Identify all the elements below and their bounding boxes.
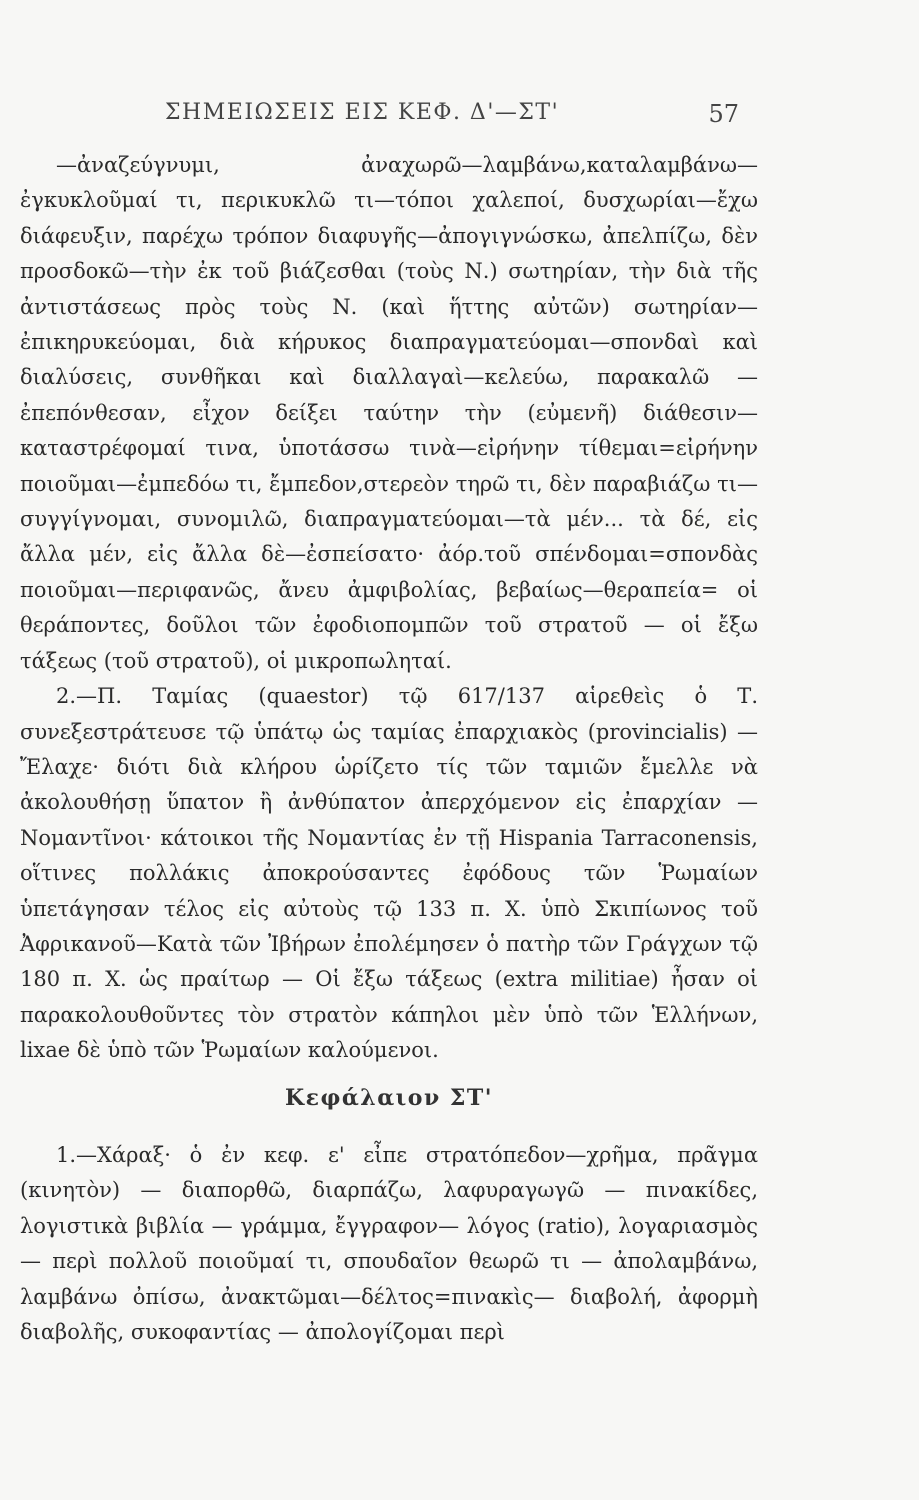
paragraph-chapter-6: 1.—Χάραξ· ὁ ἐν κεφ. ε' εἶπε στρατόπεδον—χρῆμα, πρᾶγμα (κινητὸν) — διαπορθῶ, διαρπάζω, λαφυραγωγῶ — πινακίδες, λογιστικὰ βιβλία — γράμμα, ἔγγραφον— λόγος (ratio), λογαριασμὸς — περὶ πολλοῦ ποιοῦμαί τι, σπουδαῖον θεωρῶ τι — ἀπολαμβάνω, λαμβάνω ὀπίσω, ἀνακτῶμαι—δέλτος=πινακὶς— διαβολή, ἀφορμὴ διαβολῆς, συκοφαντίας — ἀπολογίζομαι περὶ: [20, 1142, 758, 1344]
paragraph-2: 2.—Π. Ταμίας (quaestor) τῷ 617/137 αἱρεθεὶς ὁ Τ. συνεξεστράτευσε τῷ ὑπάτῳ ὡς ταμίας ἐπαρχιακὸς (provincialis) — Ἔλαχε· διότι διὰ κλήρου ὡρίζετο τίς τῶν ταμιῶν ἔμελλε νὰ ἀκολουθήσῃ ὕπατον ἢ ἀνθύπατον ἀπερχόμενον εἰς ἐπαρχίαν — Νομαντῖνοι· κάτοικοι τῆς Νομαντίας ἐν τῇ Hispania Tarraconensis, οἵτινες πολλάκις ἀποκρούσαντες ἐφόδους τῶν Ῥωμαίων ὑπετάγησαν τέλος εἰς αὐτοὺς τῷ 133 π. Χ. ὑπὸ Σκιπίωνος τοῦ Ἀφρικανοῦ—Κατὰ τῶν Ἰβήρων ἐπολέμησεν ὁ πατὴρ τῶν Γράγχων τῷ 180 π. Χ. ὡς πραίτωρ — Οἱ ἔξω τάξεως (extra militiae) ἦσαν οἱ παρακολουθοῦντες τὸν στρατὸν κάπηλοι μὲν ὑπὸ τῶν Ἑλλήνων, lixae δὲ ὑπὸ τῶν Ῥωμαίων καλούμενοι.: [20, 684, 758, 1063]
body-text: [20, 148, 758, 1350]
running-head: ΣΗΜΕΙΩΣΕΙΣ ΕΙΣ ΚΕΦ. Δ'—ΣΤ': [165, 100, 560, 125]
page-number: 57: [708, 100, 739, 128]
page-header: [0, 100, 919, 136]
paragraph-notes: —ἀναζεύγνυμι, ἀναχωρῶ—λαμβάνω,καταλαμβάνω—ἐγκυκλοῦμαί τι, περικυκλῶ τι—τόποι χαλεποί, δυσχωρίαι—ἔχω διάφευξιν, παρέχω τρόπον διαφυγῆς—ἀπογιγνώσκω, ἀπελπίζω, δὲν προσδοκῶ—τὴν ἐκ τοῦ βιάζεσθαι (τοὺς Ν.) σωτηρίαν, τὴν διὰ τῆς ἀντιστάσεως πρὸς τοὺς Ν. (καὶ ἥττης αὐτῶν) σωτηρίαν—ἐπικηρυκεύομαι, διὰ κήρυκος διαπραγματεύομαι—σπονδαὶ καὶ διαλύσεις, συνθῆκαι καὶ διαλλαγαὶ—κελεύω, παρακαλῶ —ἐπεπόνθεσαν, εἶχον δείξει ταύτην τὴν (εὐμενῆ) διάθεσιν—καταστρέφομαί τινα, ὑποτάσσω τινὰ—εἰρήνην τίθεμαι=εἰρήνην ποιοῦμαι—ἐμπεδόω τι, ἔμπεδον,στερεὸν τηρῶ τι, δὲν παραβιάζω τι—συγγίγνομαι, συνομιλῶ, διαπραγματεύομαι—τὰ μέν... τὰ δέ, εἰς ἄλλα μέν, εἰς ἄλλα δὲ—ἐσπείσατο· ἀόρ.τοῦ σπένδομαι=σπονδὰς ποιοῦμαι—περιφανῶς, ἄνευ ἀμφιβολίας, βεβαίως—θεραπεία= οἱ θεράποντες, δοῦλοι τῶν ἐφοδιοπομπῶν τοῦ στρατοῦ — οἱ ἔξω τάξεως (τοῦ στρατοῦ), οἱ μικροπωληταί.: [20, 153, 758, 673]
chapter-heading: Κεφάλαιον ΣΤ': [284, 1084, 494, 1111]
